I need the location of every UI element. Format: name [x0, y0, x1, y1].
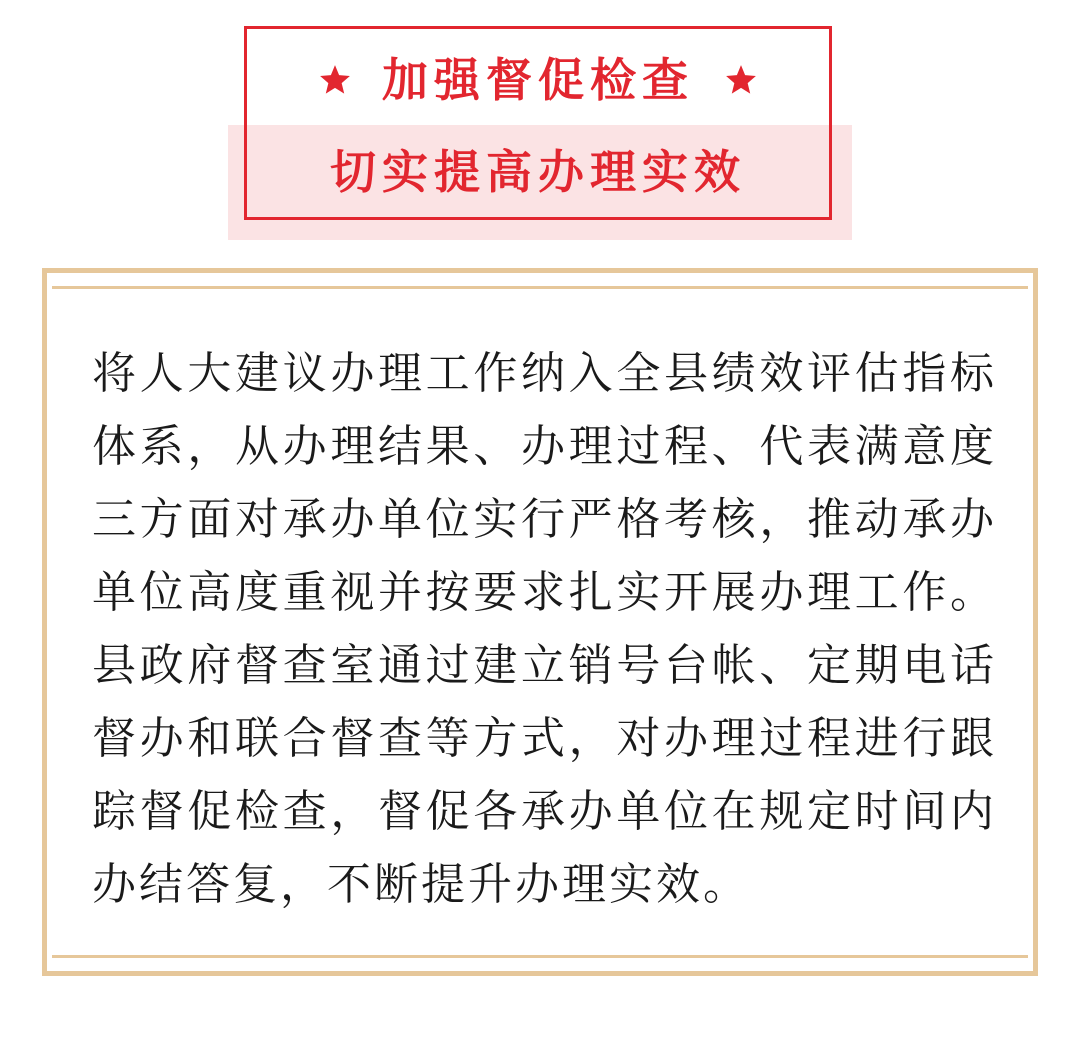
content-card [42, 268, 1038, 976]
section-subtitle: 切实提高办理实效 [330, 145, 746, 199]
card-bottom-rule [52, 955, 1028, 958]
star-icon [724, 63, 758, 97]
star-icon [318, 63, 352, 97]
body-paragraph: 将人大建议办理工作纳入全县绩效评估指标体系，从办理结果、办理过程、代表满意度三方面对承办单位实行严格考核，推动承办单位高度重视并按要求扎实开展办理工作。县政府督查室通过建立销号台帐、定期电话督办和联合督查等方式，对办理过程进行跟踪督促检查，督促各承办单位在规定时间内办结答复，不断提升办理实效。 [92, 348, 997, 910]
title-line-2-row [244, 140, 832, 204]
title-line-1-row [244, 50, 832, 110]
card-top-rule [52, 286, 1028, 289]
section-title: 加强督促检查 [382, 53, 694, 107]
